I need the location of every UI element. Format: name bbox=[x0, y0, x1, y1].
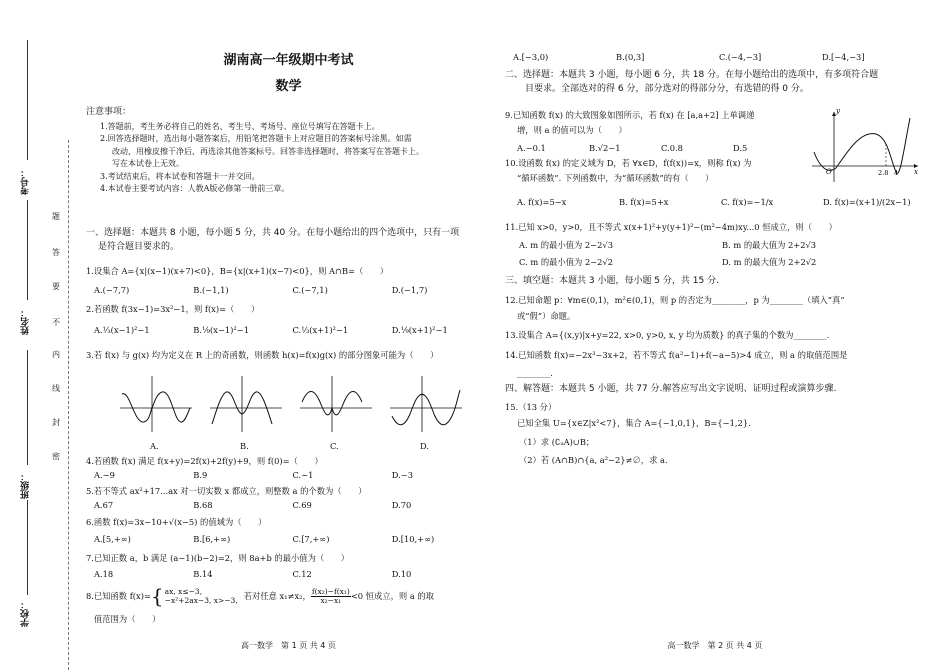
graph-label: 4 bbox=[894, 169, 899, 177]
school-line bbox=[27, 500, 28, 595]
option[interactable]: C. f(x)=−1/x bbox=[721, 197, 774, 207]
option[interactable]: D.70 bbox=[391, 500, 412, 510]
seal-char: 不 bbox=[52, 318, 60, 327]
piecewise-case: ax, x≤−3, bbox=[164, 587, 203, 596]
option[interactable]: D.(−1,7) bbox=[391, 285, 428, 295]
option[interactable]: B.√2−1 bbox=[589, 143, 621, 153]
question-10 bbox=[505, 158, 810, 184]
notice-item: 1.答题前，考生务必将自己的姓名、考生号、考场号、座位号填写在答题卡上。 bbox=[100, 122, 380, 131]
question-15-heading: 15.（13 分） bbox=[505, 402, 557, 412]
graph-label: B. bbox=[240, 440, 249, 451]
option[interactable]: C.−1 bbox=[292, 470, 314, 480]
question-8-line2: 值范围为（ ） bbox=[94, 614, 161, 624]
question-14-stem: 14.已知函数 f(x)=−2x³−3x+2，若不等式 f(a²−1)+f(−a−5)>4 成立，则 a 的取值范围是 bbox=[505, 350, 848, 360]
question-1-stem: 1.设集合 A={x|(x−1)(x+7)<0}，B={x|(x+1)(x−7)<0}，则 A∩B=（ ） bbox=[86, 266, 389, 276]
seal-char: 线 bbox=[52, 384, 60, 393]
option[interactable]: A. f(x)=5−x bbox=[517, 197, 567, 207]
option[interactable]: A.18 bbox=[94, 569, 114, 579]
question-8-lead: 8.已知函数 f(x)= bbox=[86, 590, 151, 601]
seal-char: 密 bbox=[52, 452, 60, 461]
option[interactable]: B.14 bbox=[193, 569, 213, 579]
option[interactable]: B. m 的最大值为 2+2√3 bbox=[722, 240, 817, 250]
question-15-part-2: （2）若 (A∩B)∩{a, a²−2}≠∅，求 a. bbox=[519, 455, 668, 465]
option[interactable]: C.(−7,1) bbox=[292, 285, 328, 295]
question-9-stem: 9.已知函数 f(x) 的大致图象如图所示，若 f(x) 在 [a,a+2] 上单调递 bbox=[505, 110, 755, 120]
notice-item: 写在本试卷上无效。 bbox=[112, 159, 184, 169]
option[interactable]: C.69 bbox=[292, 500, 312, 510]
piecewise-function: { ax, x≤−3, −x²+2ax−3, x>−3, bbox=[150, 584, 238, 608]
question-12-stem: 12.已知命题 p：∀m∈(0,1)，m²∈(0,1)，则 p 的否定为________，p 为________（填入“真” bbox=[505, 295, 845, 305]
question-14-stem: ________. bbox=[517, 367, 553, 378]
option[interactable]: A. m 的最小值为 2−2√3 bbox=[519, 240, 613, 250]
question-10-stem: “循环函数”. 下列函数中，为“循环函数”的有（ ） bbox=[517, 172, 714, 183]
question-1 bbox=[86, 266, 491, 277]
question-2-options bbox=[86, 325, 491, 336]
option[interactable]: A.[5,+∞) bbox=[94, 534, 131, 544]
section-1-heading bbox=[86, 226, 491, 255]
option[interactable]: B.(0,3] bbox=[616, 52, 645, 62]
section-3-heading: 三、填空题：本题共 3 小题，每小题 5 分，共 15 分. bbox=[505, 276, 719, 286]
question-15-part-1: （1）求 (∁ᵤA)∪B； bbox=[519, 437, 595, 447]
option[interactable]: C.(−4,−3] bbox=[719, 52, 762, 62]
graph-label: C. bbox=[330, 440, 339, 451]
class-line bbox=[27, 350, 28, 465]
seal-char: 封 bbox=[52, 418, 60, 427]
graph-a-plot bbox=[116, 372, 196, 436]
option[interactable]: B.[6,+∞) bbox=[193, 534, 231, 544]
section-4-heading: 四、解答题：本题共 5 小题，共 77 分.解答应写出文字说明、证明过程或演算步骤. bbox=[505, 384, 837, 394]
graph-d-plot bbox=[386, 372, 466, 436]
name-label: 姓名： bbox=[21, 308, 31, 335]
option[interactable]: C.0.8 bbox=[661, 143, 683, 153]
graph-label: y bbox=[836, 108, 840, 115]
question-7-options bbox=[86, 569, 491, 580]
option[interactable]: C.12 bbox=[292, 569, 312, 579]
graph-c-plot bbox=[296, 372, 376, 436]
section-1-line: 是符合题目要求的。 bbox=[98, 242, 180, 253]
option[interactable]: B.68 bbox=[193, 500, 213, 510]
graph-a[interactable] bbox=[116, 372, 196, 450]
option[interactable]: D. m 的最大值为 2+2√2 bbox=[722, 257, 817, 268]
section-1-line: 一、选择题：本题共 8 小题，每小题 5 分，共 40 分。在每小题给出的四个选项中，只有一项 bbox=[86, 228, 460, 238]
option[interactable]: C.[7,+∞) bbox=[292, 534, 330, 544]
notice-item: 2.回答选择题时，选出每小题答案后，用铅笔把答题卡上对应题目的答案标号涂黑。如需 bbox=[100, 134, 412, 144]
graph-label: O bbox=[826, 168, 832, 176]
page-2-footer: 高一数学 第 2 页 共 4 页 bbox=[667, 641, 763, 650]
graph-d[interactable] bbox=[386, 372, 466, 450]
option[interactable]: B.9 bbox=[193, 470, 208, 480]
question-9-stem: 增，则 a 的值可以为（ ） bbox=[517, 124, 627, 135]
question-15-body: 已知全集 U={x∈Z|x²<7}，集合 A={−1,0,1}，B={−1,2}. bbox=[517, 418, 751, 428]
name-line bbox=[27, 200, 28, 300]
seal-char: 内 bbox=[52, 350, 60, 359]
section-2-heading bbox=[505, 68, 925, 97]
option[interactable]: B. f(x)=5+x bbox=[619, 197, 669, 207]
question-10-options bbox=[505, 197, 925, 208]
option[interactable]: A.−0.1 bbox=[517, 143, 546, 153]
page-1 bbox=[86, 0, 491, 672]
graph-label: 2.8 bbox=[878, 169, 889, 177]
question-5-options bbox=[86, 500, 491, 511]
question-4-options bbox=[86, 470, 491, 481]
option[interactable]: A.[−3,0) bbox=[513, 52, 549, 62]
graph-c[interactable] bbox=[296, 372, 376, 450]
page-1-footer: 高一数学 第 1 页 共 4 页 bbox=[241, 641, 336, 650]
option[interactable]: A.(−7,7) bbox=[94, 285, 130, 295]
question-3-graphs bbox=[116, 372, 486, 452]
option[interactable]: D.[−4,−3] bbox=[822, 52, 865, 62]
exam-no-label: 考号： bbox=[21, 168, 31, 195]
notice-list bbox=[86, 121, 491, 195]
fraction-denominator: x₂−x₁ bbox=[320, 595, 342, 605]
option[interactable]: D.[10,+∞) bbox=[391, 534, 435, 544]
section-2-line: 目要求。全部选对的得 6 分，部分选对的得部分分，有选错的得 0 分。 bbox=[525, 84, 809, 95]
question-11: 11.已知 x>0，y>0，且不等式 x(x+1)²+y(y+1)²−(m²−4m)xy...0 恒成立，则（ ） bbox=[505, 222, 837, 232]
option[interactable]: C. m 的最小值为 2−2√2 bbox=[519, 257, 614, 268]
option[interactable]: D. f(x)=(x+1)/(2x−1) bbox=[823, 197, 911, 207]
option[interactable]: D.10 bbox=[391, 569, 412, 579]
option[interactable]: D.5 bbox=[733, 143, 748, 153]
question-12 bbox=[505, 295, 925, 322]
notice-item: 4.本试卷主要考试内容：人教A版必修第一册前三章。 bbox=[100, 183, 290, 193]
question-9-graph bbox=[810, 108, 922, 184]
option[interactable]: C.⅓(x+1)²−1 bbox=[292, 325, 349, 335]
fraction-numerator: f(x₂)−f(x₁) bbox=[311, 587, 350, 596]
question-13: 13.设集合 A={(x,y)|x+y=22, x>0, y>0, x, y 均为质数} 的真子集的个数为________. bbox=[505, 330, 830, 340]
question-4: 4.若函数 f(x) 满足 f(x+y)=2f(x)+2f(y)+9，则 f(0)=（ ） bbox=[86, 456, 323, 466]
question-8-condition: 若对任意 x₁≠x₂， bbox=[243, 590, 311, 601]
graph-label: A. bbox=[150, 440, 159, 451]
question-2: 2.若函数 f(3x−1)=3x²−1，则 f(x)=（ ） bbox=[86, 304, 260, 314]
question-12-stem: 或“假”）命题。 bbox=[517, 310, 576, 321]
question-14 bbox=[505, 350, 925, 379]
question-5: 5.若不等式 ax²+17...ax 对一切实数 x 都成立，则整数 a 的个数为（ ） bbox=[86, 486, 367, 496]
exam-title: 湖南高一年级期中考试 bbox=[223, 53, 354, 68]
seal-dashed-line bbox=[68, 140, 69, 670]
question-7: 7.已知正数 a，b 满足 (a−1)(b−2)=2，则 8a+b 的最小值为（ ） bbox=[86, 553, 350, 563]
binding-margin bbox=[0, 0, 80, 672]
option[interactable]: D.⅑(x+1)²−1 bbox=[391, 325, 448, 335]
graph-b-plot bbox=[206, 372, 286, 436]
graph-label: D. bbox=[420, 440, 429, 451]
page-2 bbox=[505, 0, 925, 672]
question-8-options bbox=[505, 52, 925, 63]
question-10-stem: 10.设函数 f(x) 的定义域为 D，若 ∀x∈D，f(f(x))=x，则称 f(x) 为 bbox=[505, 158, 752, 168]
question-1-options bbox=[86, 285, 491, 296]
school-label: 学校： bbox=[21, 600, 31, 627]
exam-subject: 数学 bbox=[275, 79, 302, 94]
piecewise-case: −x²+2ax−3, x>−3, bbox=[164, 596, 238, 605]
option[interactable]: B.⅑(x−1)²−1 bbox=[193, 325, 249, 335]
option[interactable]: A.⅓(x−1)²−1 bbox=[94, 325, 150, 335]
difference-quotient bbox=[311, 588, 351, 604]
question-6: 6.函数 f(x)=3x−10+√(x−5) 的值域为（ ） bbox=[86, 517, 267, 527]
graph-b[interactable] bbox=[206, 372, 286, 450]
question-9-options bbox=[505, 143, 805, 154]
option[interactable]: B.(−1,1) bbox=[193, 285, 229, 295]
graph-label: x bbox=[914, 168, 918, 176]
class-label: 班级： bbox=[21, 472, 31, 499]
seal-char: 题 bbox=[52, 212, 60, 221]
option[interactable]: D.−3 bbox=[391, 470, 413, 480]
section-2-line: 二、选择题：本题共 3 小题，每小题 6 分，共 18 分。在每小题给出的选项中，有多项符合题 bbox=[505, 70, 879, 80]
option[interactable]: A.−9 bbox=[94, 470, 115, 480]
question-8 bbox=[86, 586, 491, 606]
seal-char: 答 bbox=[52, 248, 60, 257]
question-11-options bbox=[505, 240, 925, 268]
seal-char: 要 bbox=[52, 282, 60, 291]
option[interactable]: A.67 bbox=[94, 500, 114, 510]
question-6-options bbox=[86, 534, 491, 545]
exam-no-line bbox=[27, 40, 28, 160]
question-8-tail: <0 恒成立，则 a 的取 bbox=[350, 590, 434, 601]
question-9 bbox=[505, 110, 805, 136]
question-3: 3.若 f(x) 与 g(x) 均为定义在 R 上的奇函数，则函数 h(x)=f(x)g(x) 的部分图象可能为（ ） bbox=[86, 350, 439, 360]
function-curve bbox=[814, 118, 910, 173]
notice-heading: 注意事项： bbox=[86, 107, 132, 117]
notice-item: 改动，用橡皮擦干净后，再选涂其他答案标号。回答非选择题时，将答案写在答题卡上。 bbox=[112, 146, 424, 156]
notice-item: 3.考试结束后，将本试卷和答题卡一并交回。 bbox=[100, 171, 260, 181]
